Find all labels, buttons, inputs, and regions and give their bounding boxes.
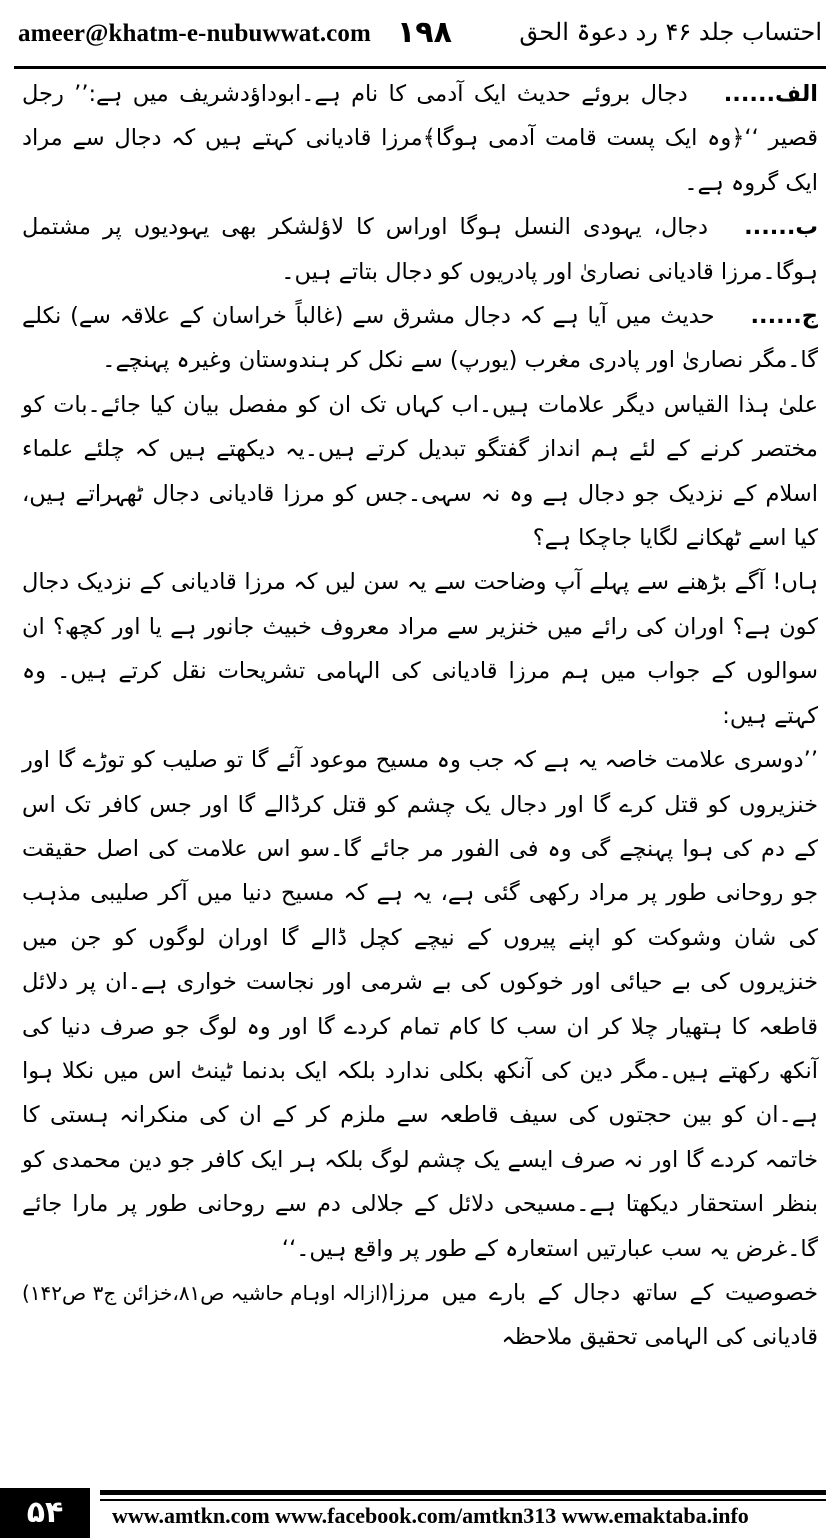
paragraph-label: ب...... — [744, 214, 818, 241]
paragraph-text: ہاں! آگے بڑھنے سے پہلے آپ وضاحت سے یہ سن لیں کہ مرزا قادیانی کے نزدیک دجال کون ہے؟ اوران کی رائے میں خنزیر سے مراد معروف خبیث جانور ہے یا اور کچھ؟ ان سوالوں کے جواب میں ہم مرزا قادیانی کی الہامی تشریحات نقل کرتے ہیں۔ وہ کہتے ہیں: — [22, 569, 818, 729]
paragraph-alif — [22, 72, 818, 205]
header-rule — [14, 66, 826, 69]
footer-rule-thin — [100, 1499, 826, 1501]
page-body — [22, 72, 818, 1360]
paragraph-be — [22, 205, 818, 294]
header-page-number: ۱۹۸ — [397, 15, 452, 50]
header-email: ameer@khatm-e-nubuwwat.com — [18, 20, 371, 47]
paragraph — [22, 560, 818, 738]
page-header — [0, 0, 840, 78]
paragraph-label: الف...... — [723, 81, 818, 107]
paragraph-text: دجال، یہودی النسل ہوگا اوراس کا لاؤلشکر بھی یہودیوں پر مشتمل ہوگا۔مرزا قادیانی نصاریٰ اور پادریوں کو دجال بتاتے ہیں۔ — [22, 214, 818, 285]
paragraph-text: ’’دوسری علامت خاصہ یہ ہے کہ جب وہ مسیح موعود آئے گا تو صلیب کو توڑے گا اور خنزیروں کو قتل کرے گا اور دجال یک چشم کو قتل کرڈالے گا اور جس کافر تک اس کے دم کی ہوا پہنچے گی وہ فی الفور مر جائے گا۔سو اس علامت کی اصل حقیقت جو روحانی طور پر مراد رکھی گئی ہے، یہ ہے کہ مسیح دنیا میں آکر صلیبی مذہب کی شان وشوکت کو اپنے پیروں کے نیچے کچل ڈالے گا اوران لوگوں کو جن میں خنزیروں کی بے حیائی اور خوکوں کی بے شرمی اور نجاست خواری ہے۔ان پر دلائل قاطعہ کا ہتھیار چلا کر ان سب کا کام تمام کردے گا اور وہ لوگ جو صرف دنیا کی آنکھ رکھتے ہیں۔مگر دین کی آنکھ بکلی ندارد بلکہ ایک بدنما ٹینٹ اس میں نکلا ہوا ہے۔ان کو بین حجتوں کی سیف قاطعہ سے ملزم کر کے ان کی منکرانہ ہستی کا خاتمہ کردے گا اور نہ صرف ایسے یک چشم لوگ بلکہ ہر ایک کافر جو دین محمدی کو بنظر استحقار دیکھتا ہے۔مسیحی دلائل کے جلالی دم سے روحانی طور پر مارا جائے گا۔غرض یہ سب عبارتیں استعارہ کے طور پر واقع ہیں۔‘‘ — [22, 747, 818, 1262]
footer-rule — [100, 1490, 826, 1495]
quote-reference: (ازالہ اوہام حاشیہ ص۸۱،خزائن ج۳ ص۱۴۲) — [22, 1280, 389, 1305]
paragraph-text: حدیث میں آیا ہے کہ دجال مشرق سے (غالباً خراسان کے علاقہ سے) نکلے گا۔مگر نصاریٰ اور پادری مغرب (یورپ) سے نکل کر ہندوستان وغیرہ پہنچے۔ — [22, 303, 818, 374]
paragraph-label: ج...... — [750, 303, 818, 330]
footer-links[interactable]: www.amtkn.com www.facebook.com/amtkn313 www.emaktaba.info — [112, 1503, 749, 1528]
paragraph-text: خصوصیت کے ساتھ دجال کے بارے میں مرزا قادیانی کی الہامی تحقیق ملاحظہ — [388, 1279, 818, 1351]
quote-paragraph — [22, 738, 818, 1305]
paragraph-text: علیٰ ہذا القیاس دیگر علامات ہیں۔اب کہاں تک ان کو مفصل بیان کیا جائے۔بات کو مختصر کرنے کے لئے ہم انداز گفتگو تبدیل کرتے ہیں۔یہ دیکھتے ہیں کہ چلئے علماء اسلام کے نزدیک جو دجال ہے وہ نہ سہی۔جس کو مرزا قادیانی دجال ٹھہراتے ہیں، کیا اسے ٹھکانے لگایا جاچکا ہے؟ — [22, 391, 818, 552]
paragraph-text: دجال بروئے حدیث ایک آدمی کا نام ہے۔ابوداؤدشریف میں ہے:’’ رجل قصیر ‘‘﴿وہ ایک پست قامت آدمی ہوگا﴾مرزا قادیانی کہتے ہیں کہ دجال سے مراد ایک گروہ ہے۔ — [22, 81, 818, 196]
paragraph-jeem — [22, 294, 818, 383]
header-book-title: احتساب جلد ۴۶ رد دعوۃ الحق — [519, 18, 822, 46]
footer-page-number: ۵۴ — [0, 1488, 90, 1538]
page-footer — [0, 1488, 840, 1540]
paragraph — [22, 383, 818, 561]
